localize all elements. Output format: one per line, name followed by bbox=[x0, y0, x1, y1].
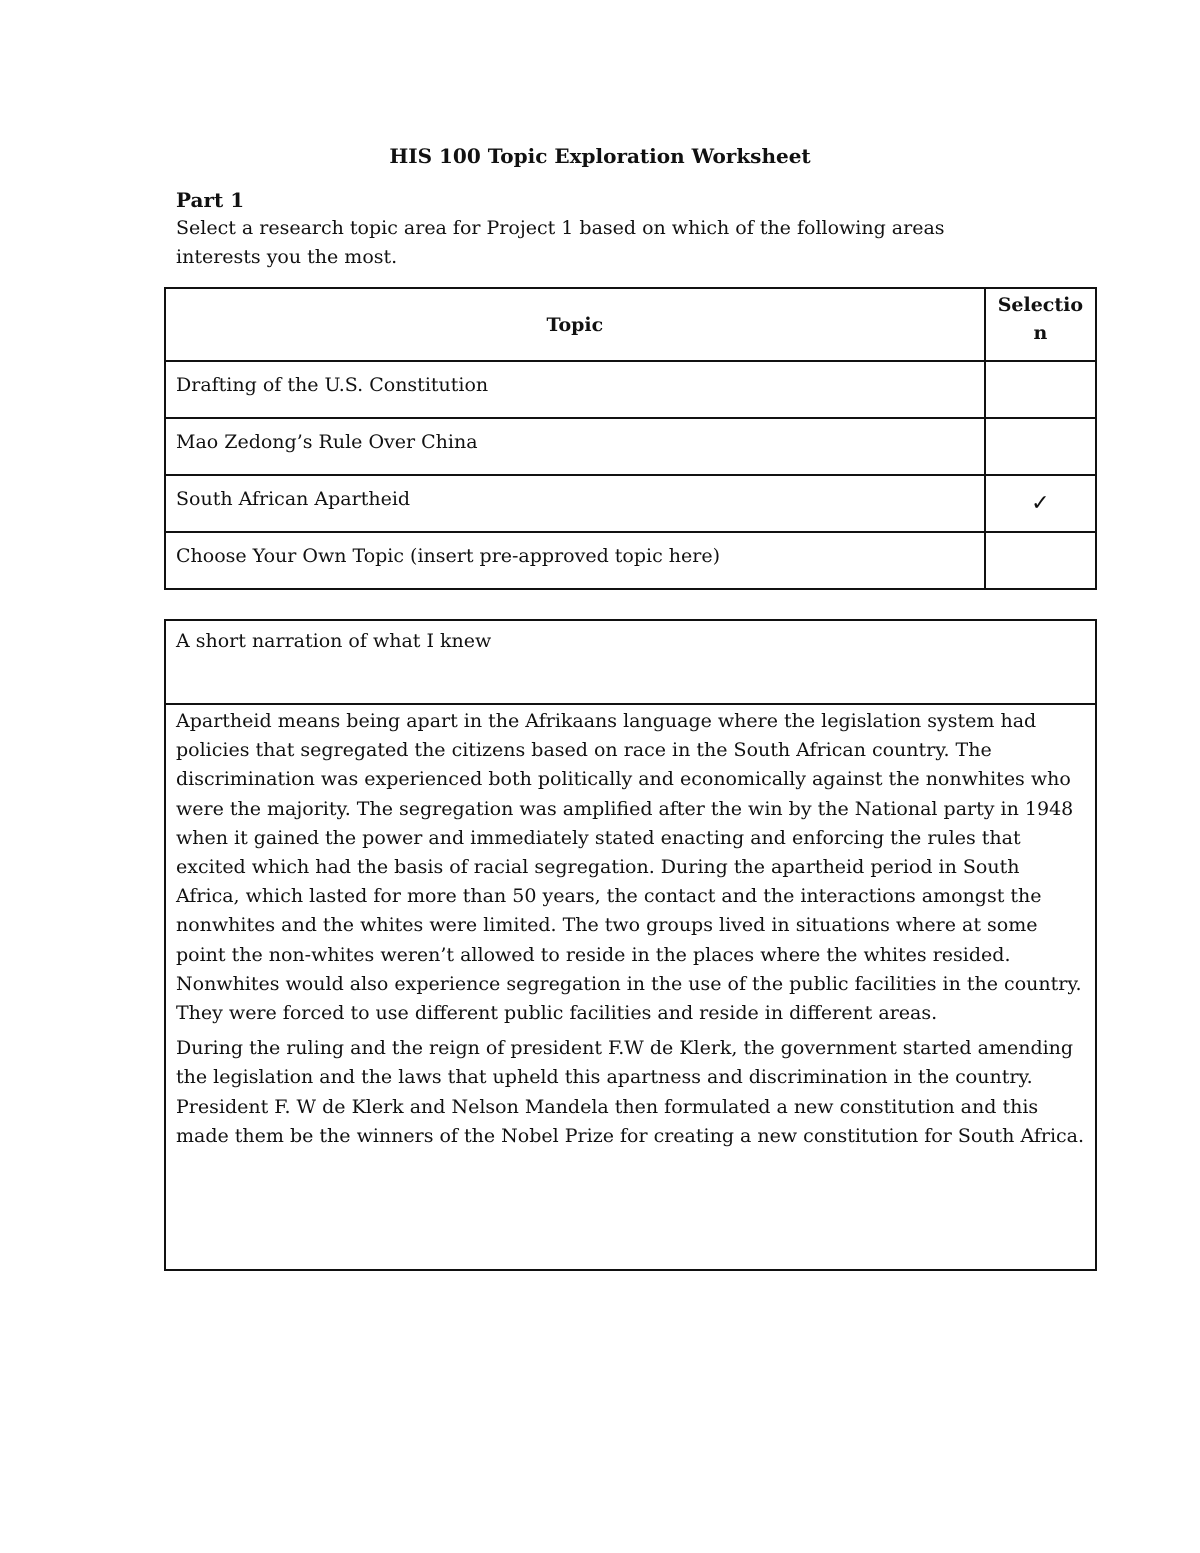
part-heading: Part 1 bbox=[176, 188, 245, 212]
checkmark-icon[interactable]: ✓ bbox=[985, 475, 1096, 532]
selection-cell[interactable] bbox=[985, 532, 1096, 589]
document-title: HIS 100 Topic Exploration Worksheet bbox=[389, 144, 811, 168]
selection-column-header: Selectio n bbox=[985, 288, 1096, 361]
table-row bbox=[165, 361, 1096, 418]
topic-cell: Mao Zedong’s Rule Over China bbox=[165, 418, 985, 475]
topic-column-header: Topic bbox=[165, 288, 985, 361]
topic-cell: Drafting of the U.S. Constitution bbox=[165, 361, 985, 418]
selection-cell[interactable] bbox=[985, 418, 1096, 475]
narration-heading: A short narration of what I knew bbox=[166, 621, 1095, 705]
topic-cell: South African Apartheid bbox=[165, 475, 985, 532]
table-row bbox=[165, 475, 1096, 532]
narration-body[interactable] bbox=[166, 705, 1095, 1151]
table-header-row bbox=[165, 288, 1096, 361]
narration-paragraph: During the ruling and the reign of president F.W de Klerk, the government started amending the legislation and the laws that upheld this apartness and discrimination in the country. President F. W de Klerk and Nelson Mandela then formulated a new constitution and this made them be the winners of the Nobel Prize for creating a new constitution for South Africa. bbox=[176, 1037, 1085, 1147]
instructions-text: Select a research topic area for Project 1 based on which of the following areas interests you the most. bbox=[176, 217, 945, 268]
topic-selection-table bbox=[164, 287, 1097, 590]
table-row bbox=[165, 418, 1096, 475]
selection-cell[interactable] bbox=[985, 361, 1096, 418]
narration-paragraph: Apartheid means being apart in the Afrikaans language where the legislation system had policies that segregated the citizens based on race in the South African country. The discrimination was experienced both politically and economically against the nonwhites who were the majority. The segregation was amplified after the win by the National party in 1948 when it gained the power and immediately stated enacting and enforcing the rules that excited which had the basis of racial segregation. During the apartheid period in South Africa, which lasted for more than 50 years, the contact and the interactions amongst the nonwhites and the whites were limited. The two groups lived in situations where at some point the non-whites weren’t allowed to reside in the places where the whites resided. Nonwhites would also experience segregation in the use of the public facilities in the country. They were forced to use different public facilities and reside in different areas. bbox=[176, 710, 1082, 1025]
narration-box bbox=[164, 619, 1097, 1271]
table-row bbox=[165, 532, 1096, 589]
topic-cell: Choose Your Own Topic (insert pre-approved topic here) bbox=[165, 532, 985, 589]
